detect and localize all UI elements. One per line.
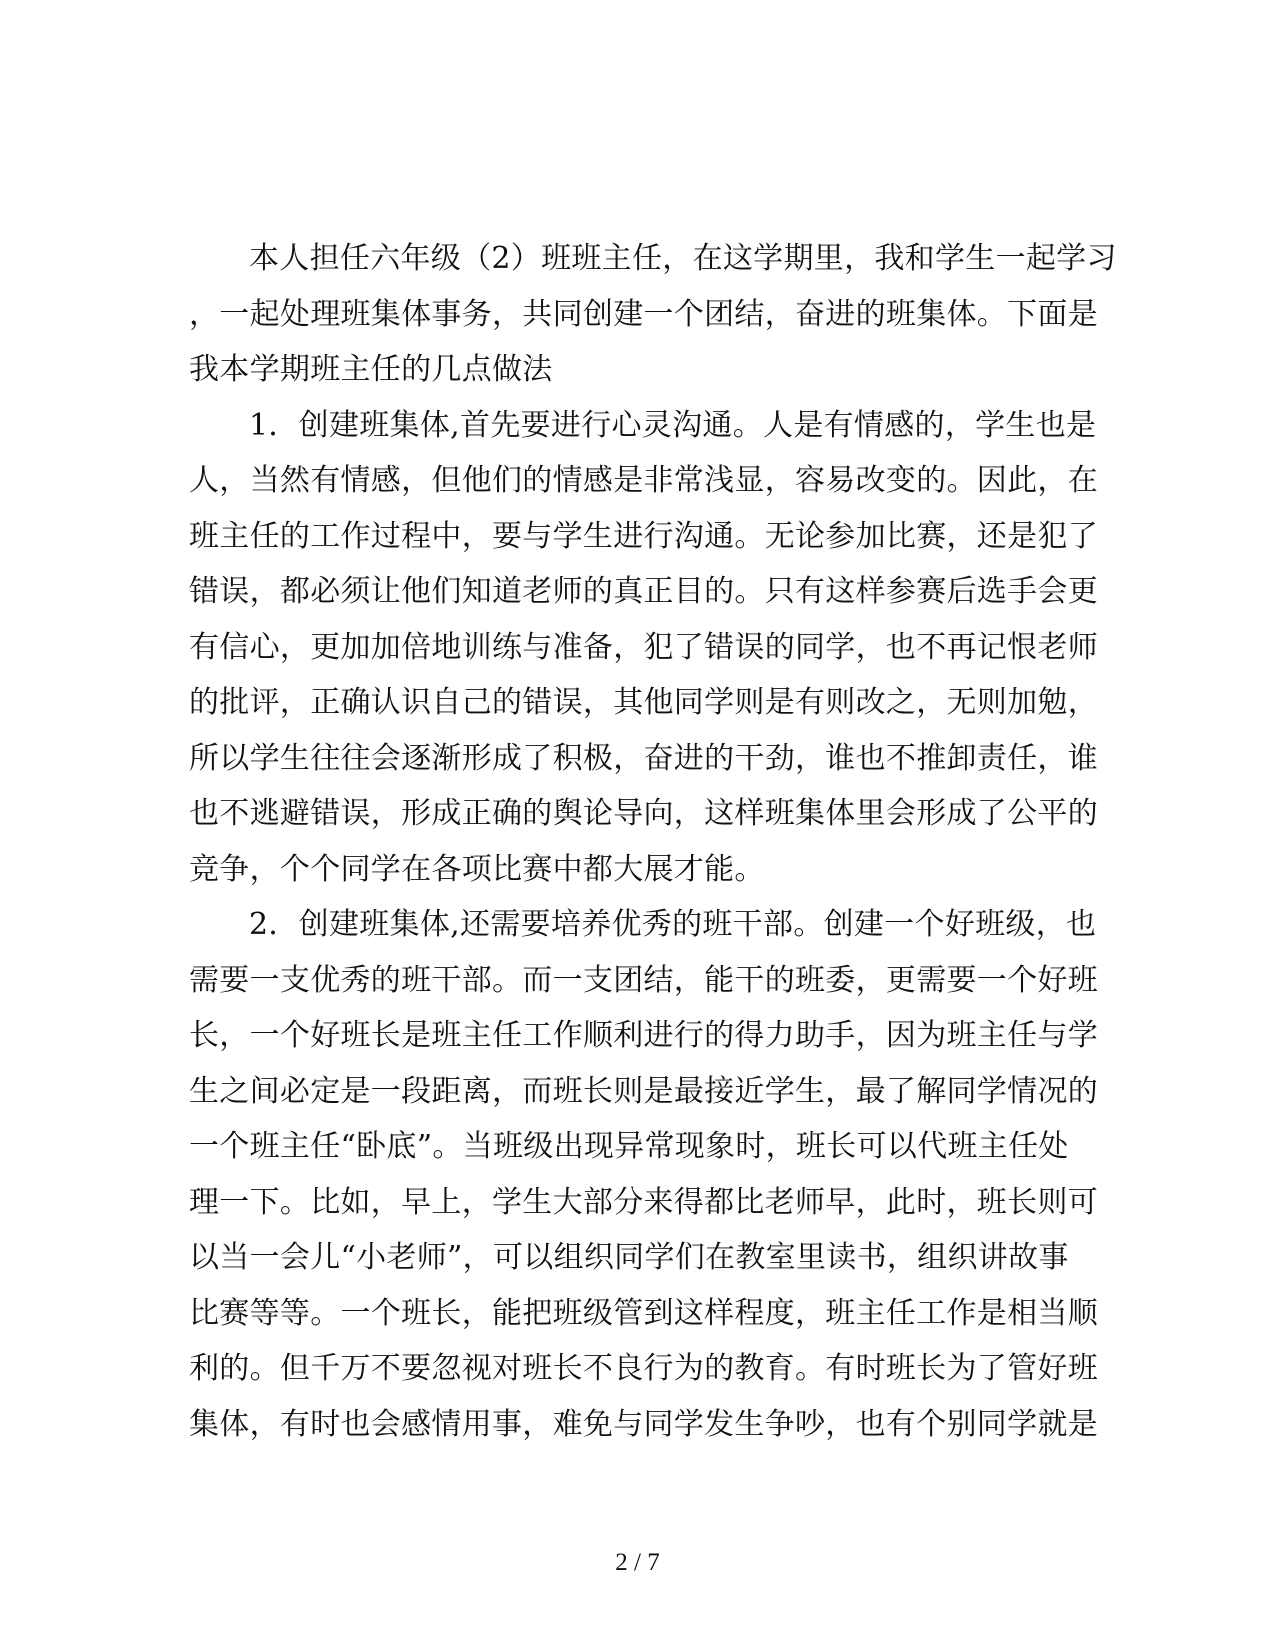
text-line: 错误，都必须让他们知道老师的真正目的。只有这样参赛后选手会更 [189,574,1098,609]
text-line: 以当一会儿“小老师”，可以组织同学们在教室里读书，组织讲故事 [189,1240,1069,1275]
text-line: 生之间必定是一段距离，而班长则是最接近学生，最了解同学情况的 [189,1073,1098,1109]
text-line: 理一下。比如，早上，学生大部分来得都比老师早，此时，班长则可 [189,1184,1098,1220]
text-line: 1．创建班集体,首先要进行心灵沟通。人是有情感的，学生也是 [249,407,1097,443]
text-line: 比赛等等。一个班长，能把班级管到这样程度，班主任工作是相当顺 [189,1295,1098,1331]
page-number: 2 / 7 [615,1549,660,1576]
text-line: 的批评，正确认识自己的错误，其他同学则是有则改之，无则加勉， [189,685,1098,720]
text-line: 本人担任六年级（2）班班主任，在这学期里，我和学生一起学习 [249,241,1117,276]
paragraph-point-1 [189,398,1098,898]
text-line: 也不逃避错误，形成正确的舆论导向，这样班集体里会形成了公平的 [189,796,1098,831]
text-line: 2．创建班集体,还需要培养优秀的班干部。创建一个好班级，也 [249,907,1097,942]
paragraph-point-2 [189,897,1098,1452]
text-line: 有信心，更加加倍地训练与准备，犯了错误的同学，也不再记恨老师 [189,629,1098,665]
text-line: 需要一支优秀的班干部。而一支团结，能干的班委，更需要一个好班 [189,962,1098,998]
text-line: 利的。但千万不要忽视对班长不良行为的教育。有时班长为了管好班 [189,1351,1098,1386]
text-line: 所以学生往往会逐渐形成了积极，奋进的干劲，谁也不推卸责任，谁 [189,740,1098,776]
text-line: ，一起处理班集体事务，共同创建一个团结，奋进的班集体。下面是 [189,296,1098,332]
text-line: 集体，有时也会感情用事，难免与同学发生争吵，也有个别同学就是 [189,1406,1098,1442]
text-line: 人，当然有情感，但他们的情感是非常浅显，容易改变的。因此，在 [189,463,1098,498]
text-line: 班主任的工作过程中，要与学生进行沟通。无论参加比赛，还是犯了 [189,518,1098,554]
paragraph-intro [189,231,1117,398]
text-line: 竞争，个个同学在各项比赛中都大展才能。 [189,851,765,887]
body-text [189,231,1117,1452]
text-line: 一个班主任“卧底”。当班级出现异常现象时，班长可以代班主任处 [189,1129,1069,1164]
text-line: 长，一个好班长是班主任工作顺利进行的得力助手，因为班主任与学 [189,1018,1098,1053]
text-line: 我本学期班主任的几点做法 [189,352,553,387]
